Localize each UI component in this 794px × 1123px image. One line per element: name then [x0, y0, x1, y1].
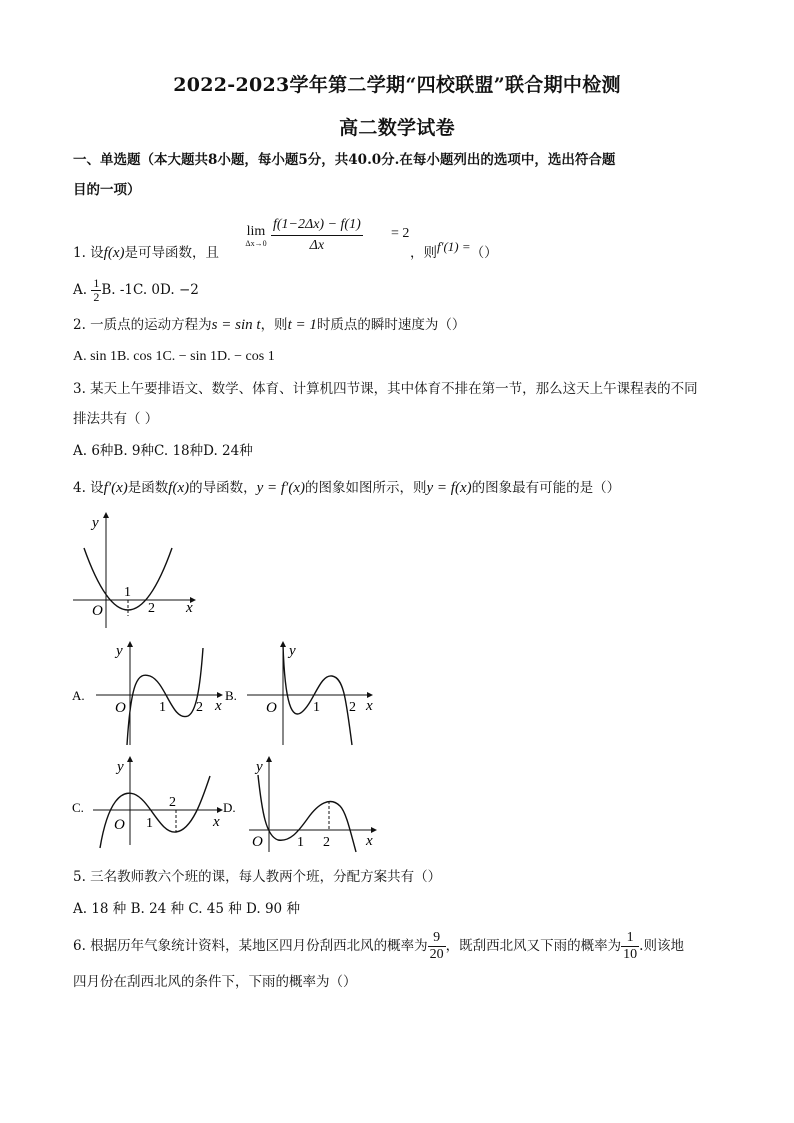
main-tick-2: 2: [148, 601, 155, 616]
q4-yfpx: y = f′(x): [256, 480, 305, 496]
q3-options: A. 6种B. 9种C. 18种D. 24种: [73, 443, 253, 459]
opt-d-label: D.: [223, 800, 236, 815]
svg-text:2: 2: [169, 795, 176, 810]
q4-yfx: y = f(x): [426, 480, 472, 496]
q1-opt-rest: B. -1C. 0D. −2: [101, 282, 199, 298]
q6-f1-den: 20: [429, 947, 444, 962]
q1-lim-sub: Δx→0: [245, 239, 267, 248]
q1-denominator: Δx: [309, 238, 325, 253]
q1-fp1: f′(1) =: [437, 239, 471, 254]
svg-text:1: 1: [146, 816, 153, 831]
q6-f1-num: 9: [428, 930, 446, 947]
graph-c: [93, 757, 222, 848]
q3-line1: 3. 某天上午要排语文、数学、体育、计算机四节课，其中体育不排在第一节，那么这天上午课程表的不同: [73, 381, 698, 397]
page-title: 2022-2023学年第二学期“四校联盟”联合期中检测: [173, 74, 621, 96]
q5-options: A. 18 种 B. 24 种 C. 45 种 D. 90 种: [73, 901, 300, 917]
q1-paren: （）: [470, 245, 498, 261]
q4-e: 的图象最有可能的是（）: [471, 480, 621, 496]
q4-d: 的图象如图所示，则: [305, 480, 427, 496]
svg-text:y: y: [289, 643, 296, 659]
q4-c: 的导函数，: [189, 480, 257, 496]
q1-opt-a-den: 2: [93, 290, 100, 304]
graph-b: [247, 642, 373, 745]
q2-stem-a: 2. 一质点的运动方程为: [73, 317, 212, 333]
svg-text:y: y: [116, 643, 123, 659]
svg-text:O: O: [115, 700, 126, 716]
svg-text:O: O: [252, 834, 263, 850]
opt-c-label: C.: [72, 800, 84, 815]
q6-f2-den: 10: [623, 947, 638, 962]
main-origin: O: [92, 603, 103, 619]
svg-text:x: x: [366, 698, 373, 714]
q4-b: 是函数: [127, 480, 169, 496]
q6-c: .则该地: [639, 938, 684, 954]
q6-line2: 四月份在刮西北风的条件下，下雨的概率为（）: [73, 974, 357, 990]
svg-text:1: 1: [297, 835, 304, 850]
svg-text:2: 2: [323, 835, 330, 850]
section-heading-line2: 目的一项）: [73, 182, 141, 198]
q5-stem: 5. 三名教师教六个班的课，每人教两个班，分配方案共有（）: [73, 869, 442, 885]
q1-fx: f(x): [103, 245, 125, 261]
q1-mid: 是可导函数，且: [124, 245, 219, 261]
q6-b: ，既刮西北风又下雨的概率为: [445, 938, 622, 954]
graph-d: [249, 757, 376, 852]
svg-text:y: y: [256, 759, 263, 775]
opt-b-label: B.: [225, 688, 237, 703]
q2-stem-c: 时质点的瞬时速度为（）: [316, 317, 466, 333]
page-subtitle: 高二数学试卷: [339, 117, 455, 139]
main-tick-1: 1: [124, 585, 131, 600]
section-heading-line1: 一、单选题（本大题共8小题，每小题5分，共40.0分.在每小题列出的选项中，选出符合题: [73, 152, 616, 168]
graph-a: [96, 642, 222, 745]
q2-stem-b: ，则: [260, 317, 288, 333]
q3-line2: 排法共有（ ）: [73, 411, 159, 427]
q2-t-eq: t = 1: [287, 317, 317, 333]
opt-a-label: A.: [72, 688, 85, 703]
svg-text:y: y: [117, 759, 124, 775]
svg-text:O: O: [266, 700, 277, 716]
q2-options: A. sin 1B. cos 1C. − sin 1D. − cos 1: [73, 349, 275, 364]
svg-text:O: O: [114, 817, 125, 833]
svg-text:x: x: [213, 814, 220, 830]
q1-equals: = 2: [391, 226, 410, 241]
q4-fpx: f′(x): [103, 480, 128, 496]
q6-a: 6. 根据历年气象统计资料，某地区四月份刮西北风的概率为: [73, 938, 428, 954]
q6-frac2: [621, 930, 639, 963]
main-x-label: x: [186, 600, 193, 616]
main-y-label: y: [92, 515, 99, 531]
q6-f2-num: 1: [621, 930, 639, 947]
svg-text:x: x: [215, 698, 222, 714]
q6-line1: [73, 928, 684, 964]
q1-then: ，则: [410, 245, 437, 261]
q1-opt-a-num: 1: [93, 276, 100, 290]
svg-text:1: 1: [313, 700, 320, 715]
q1-prefix: 1. 设: [73, 245, 104, 261]
q4-fx: f(x): [168, 480, 190, 496]
q6-frac1: [428, 930, 446, 963]
svg-text:2: 2: [196, 700, 203, 715]
svg-text:2: 2: [349, 700, 356, 715]
q4-a: 4. 设: [73, 480, 104, 496]
q1-lim: lim: [246, 224, 266, 239]
q2-s-eq: s = sin t: [211, 317, 261, 333]
main-graph: [73, 513, 195, 628]
svg-text:x: x: [366, 833, 373, 849]
q1-numerator: f(1−2Δx) − f(1): [271, 215, 363, 236]
svg-text:1: 1: [159, 700, 166, 715]
q1-opt-a-label: A.: [73, 282, 88, 298]
